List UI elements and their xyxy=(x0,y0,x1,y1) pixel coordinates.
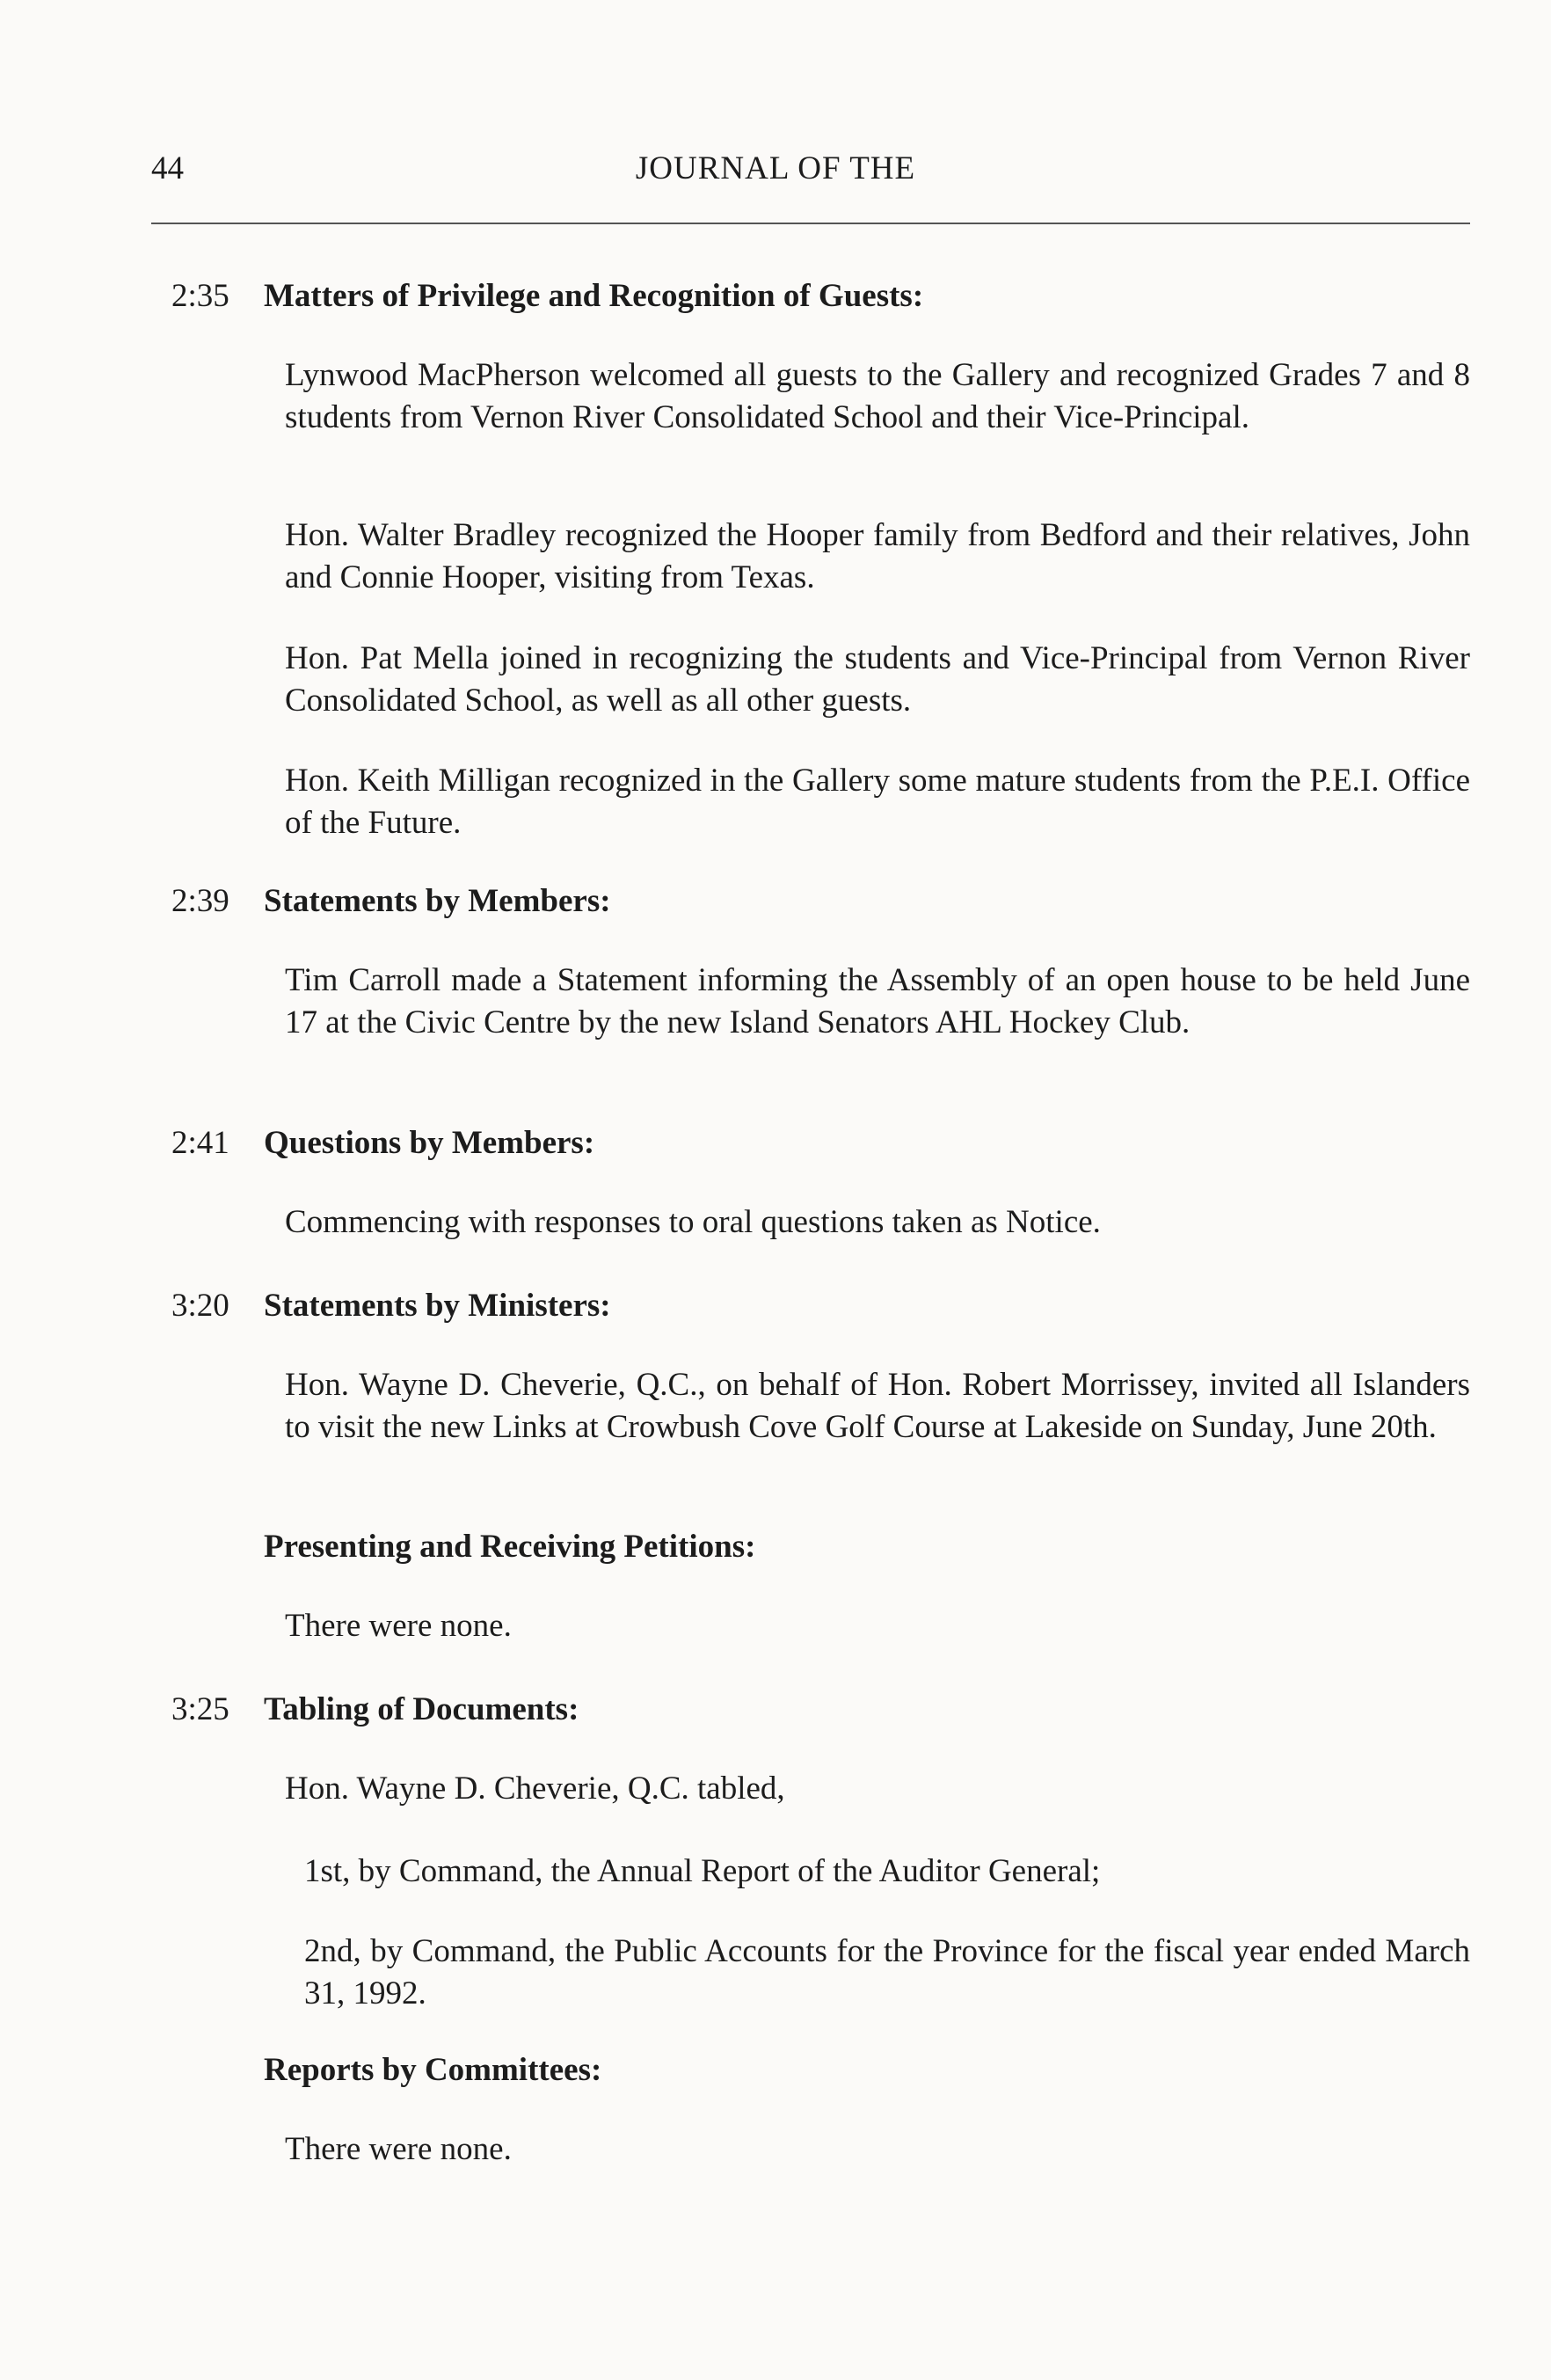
entry-time: 3:25 xyxy=(171,1691,229,1727)
page-number: 44 xyxy=(151,150,184,186)
entry-paragraph: Tim Carroll made a Statement informing the Assembly of an open house to be held June 17 at the Civic Centre by the new Island Senators AHL Hockey Club. xyxy=(285,962,1470,1040)
entry-time: 3:20 xyxy=(171,1288,229,1324)
entry-paragraph: Lynwood MacPherson welcomed all guests to the Gallery and recognized Grades 7 and 8 students from Vernon River Consolidated School and their Vice-Principal. xyxy=(285,357,1470,435)
entry-paragraph: Commencing with responses to oral questions taken as Notice. xyxy=(285,1204,1101,1240)
entry-paragraph: Hon. Walter Bradley recognized the Hooper family from Bedford and their relatives, John and Connie Hooper, visiting from Texas. xyxy=(285,517,1470,595)
entry-heading: Statements by Members: xyxy=(264,883,611,919)
entry-paragraph: Hon. Wayne D. Cheverie, Q.C., on behalf of Hon. Robert Morrissey, invited all Islanders to visit the new Links at Crowbush Cove Golf Course at Lakeside on Sunday, June 20th. xyxy=(285,1367,1470,1445)
entry-time: 2:41 xyxy=(171,1125,229,1161)
running-head: JOURNAL OF THE xyxy=(635,150,916,186)
entry-time: 2:39 xyxy=(171,883,229,919)
entry-heading: Presenting and Receiving Petitions: xyxy=(264,1529,756,1565)
entry-heading: Reports by Committees: xyxy=(264,2052,602,2088)
entry-heading: Statements by Ministers: xyxy=(264,1288,611,1324)
entry-paragraph: There were none. xyxy=(285,1608,512,1644)
entry-paragraph: Hon. Keith Milligan recognized in the Gallery some mature students from the P.E.I. Office of the Future. xyxy=(285,763,1470,841)
entry-paragraph: Hon. Pat Mella joined in recognizing the students and Vice-Principal from Vernon River Consolidated School, as well as all other guests. xyxy=(285,640,1470,719)
header-rule xyxy=(151,223,1470,224)
entry-time: 2:35 xyxy=(171,278,229,314)
entry-heading: Matters of Privilege and Recognition of Guests: xyxy=(264,278,924,314)
entry-heading: Tabling of Documents: xyxy=(264,1691,579,1727)
tabled-document: 2nd, by Command, the Public Accounts for the Province for the fiscal year ended March 31, 1992. xyxy=(304,1933,1470,2011)
tabled-document: 1st, by Command, the Annual Report of the Auditor General; xyxy=(304,1853,1101,1889)
entry-heading: Questions by Members: xyxy=(264,1125,595,1161)
entry-paragraph: There were none. xyxy=(285,2131,512,2167)
entry-paragraph: Hon. Wayne D. Cheverie, Q.C. tabled, xyxy=(285,1770,785,1807)
